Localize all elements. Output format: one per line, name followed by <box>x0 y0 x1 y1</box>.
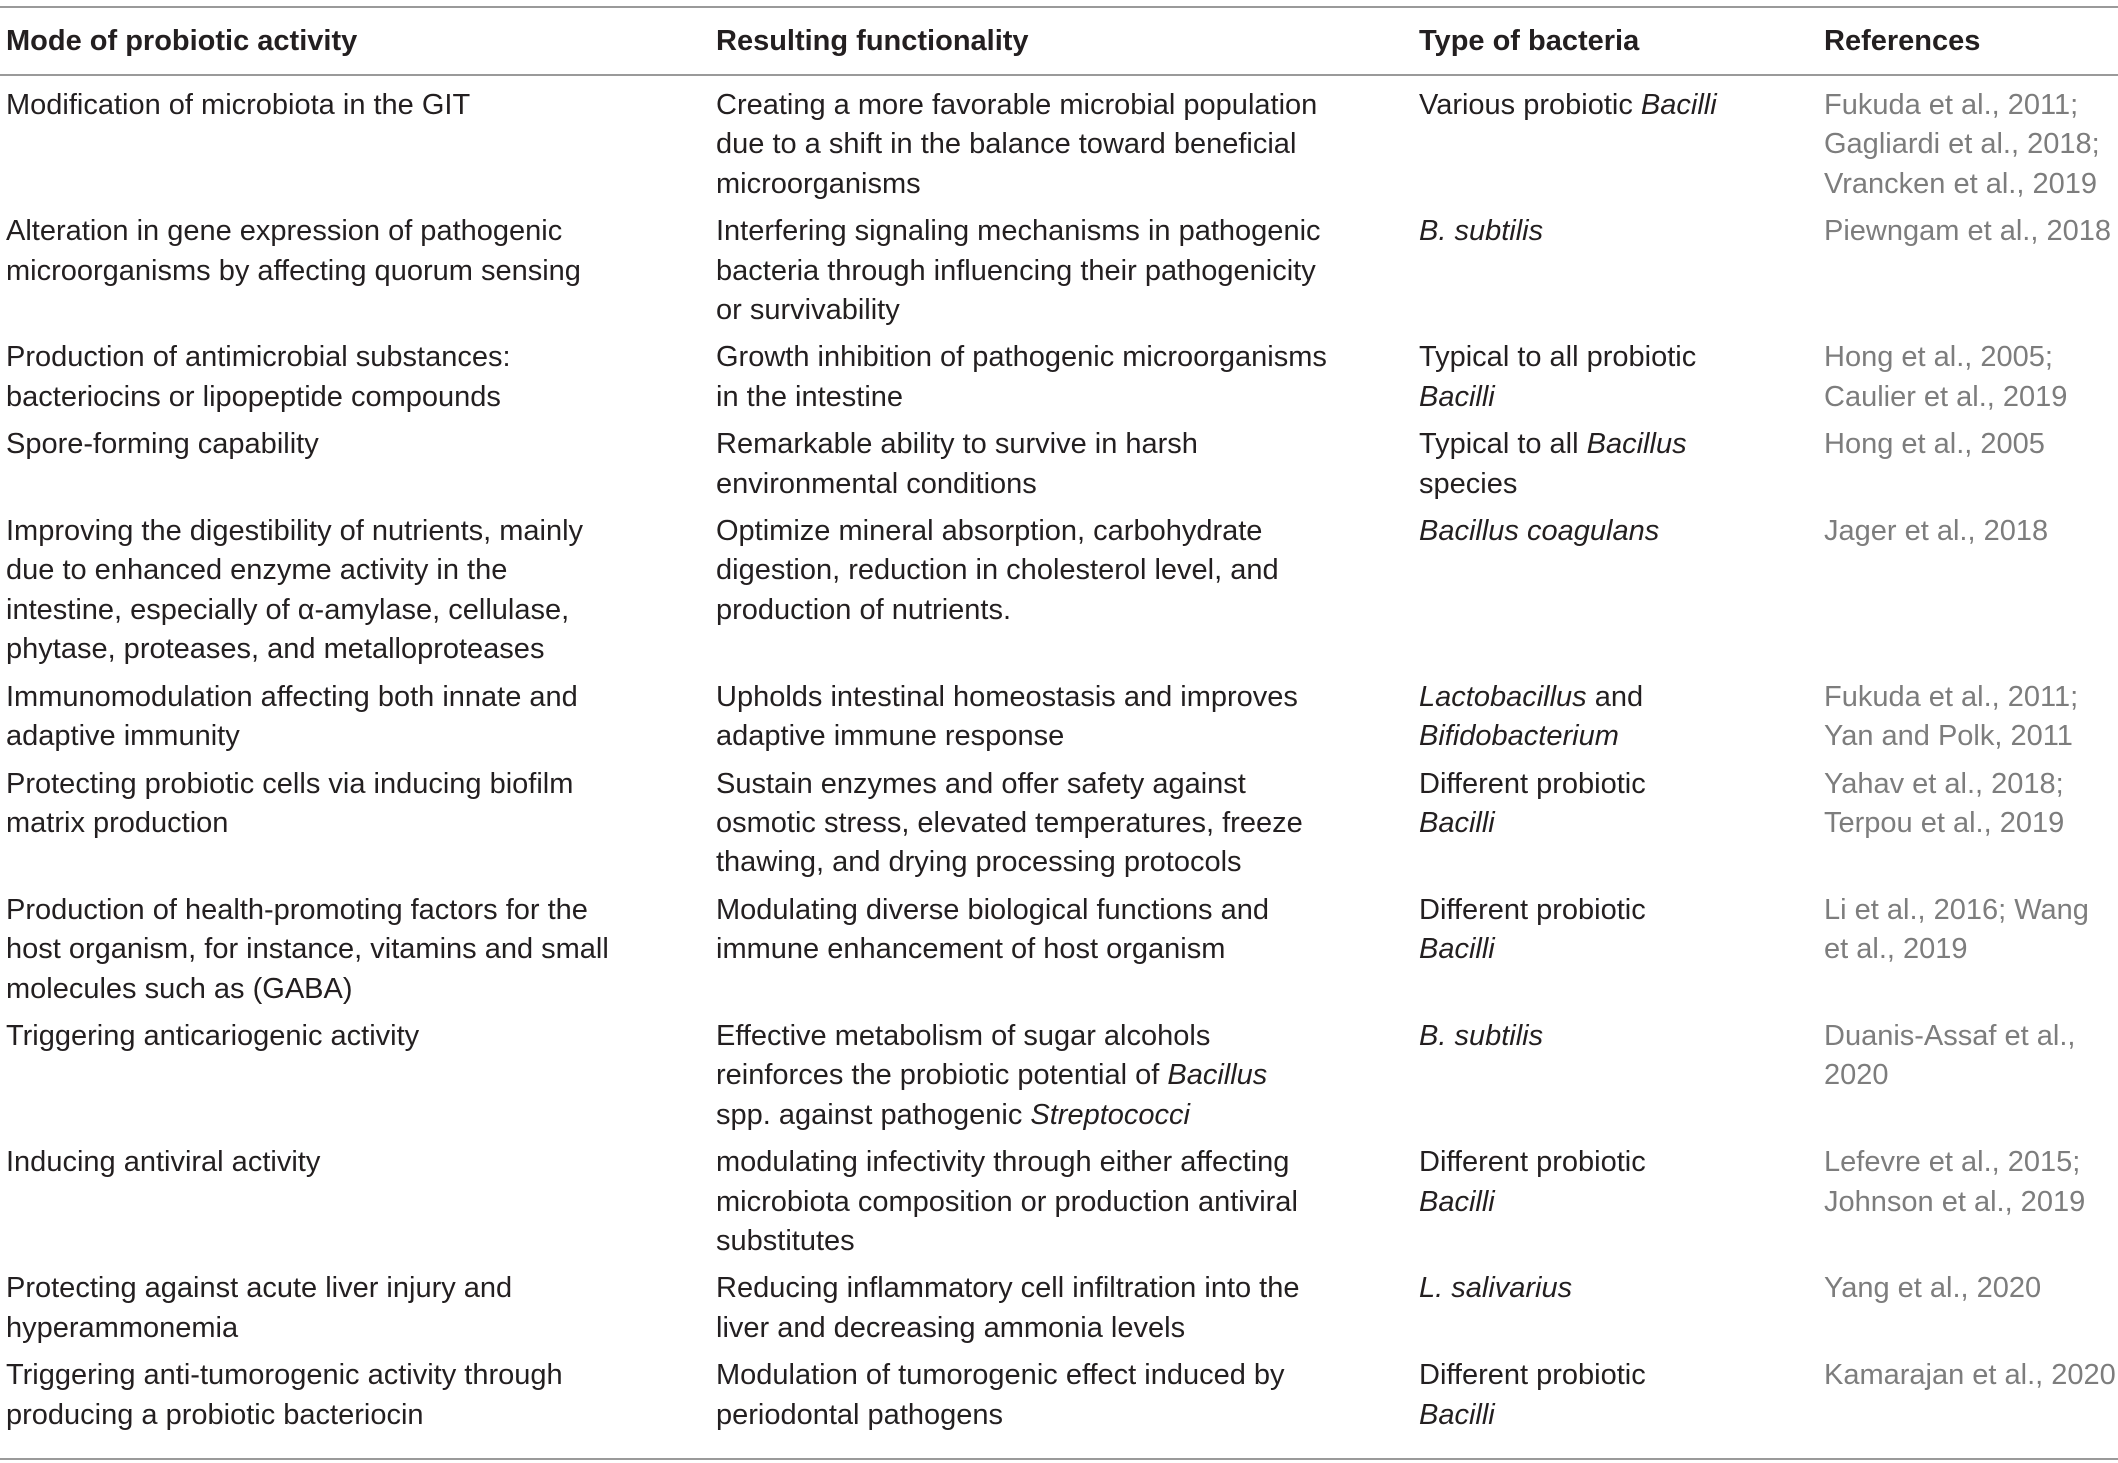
cell-line: immune enhancement of host organism <box>716 933 1226 966</box>
cell-references <box>1818 1017 2118 1143</box>
cell-bacteria <box>1413 765 1818 891</box>
cell-line <box>1419 1356 1818 1395</box>
italic-text: B. subtilis <box>1419 215 1544 248</box>
text-segment: reinforces the probiotic potential of <box>716 1059 1168 1092</box>
cell-line: Inducing antiviral activity <box>6 1146 321 1179</box>
cell-mode <box>0 1356 710 1443</box>
table-row <box>0 1143 2118 1269</box>
cell-line: Yan and Polk, 2011 <box>1824 720 2073 753</box>
cell-mode <box>0 1143 710 1269</box>
italic-text: Bacilli <box>1419 806 1495 839</box>
cell-line: Modification of microbiota in the GIT <box>6 89 471 121</box>
italic-text: Bacillus <box>1586 428 1687 461</box>
cell-line <box>1419 465 1818 504</box>
cell-line: Caulier et al., 2019 <box>1824 380 2068 413</box>
cell-line <box>1419 1143 1818 1182</box>
cell-line: Hong et al., 2005; <box>1824 341 2053 374</box>
cell-function <box>710 74 1413 212</box>
italic-text: Bacillus coagulans <box>1419 515 1660 548</box>
cell-line: Triggering anticariogenic activity <box>6 1019 420 1052</box>
cell-line: due to enhanced enzyme activity in the <box>6 554 508 587</box>
table-row <box>0 74 2118 212</box>
cell-bacteria <box>1413 74 1818 212</box>
cell-function <box>710 338 1413 425</box>
cell-line: in the intestine <box>716 380 904 413</box>
cell-line: liver and decreasing ammonia levels <box>716 1311 1186 1344</box>
cell-function <box>710 1356 1413 1443</box>
cell-line: phytase, proteases, and metalloproteases <box>6 633 545 666</box>
italic-text: Streptococci <box>1030 1098 1190 1131</box>
cell-line <box>1419 765 1818 804</box>
cell-line: Yahav et al., 2018; <box>1824 767 2064 800</box>
table-row <box>0 678 2118 765</box>
cell-mode <box>0 425 710 512</box>
italic-text: Bacilli <box>1419 1185 1495 1218</box>
cell-line: Li et al., 2016; Wang <box>1824 893 2089 926</box>
cell-line: bacteriocins or lipopeptide compounds <box>6 380 501 413</box>
cell-line: digestion, reduction in cholesterol level, and <box>716 554 1279 587</box>
cell-line: Spore-forming capability <box>6 428 319 461</box>
italic-text: Bacilli <box>1640 89 1717 121</box>
cell-line <box>1419 378 1818 417</box>
cell-line: Reducing inflammatory cell infiltration into the <box>716 1272 1300 1305</box>
italic-text: Bacillus <box>1167 1059 1268 1092</box>
cell-line: Protecting probiotic cells via inducing biofilm <box>6 767 574 800</box>
cell-line: producing a probiotic bacteriocin <box>6 1398 424 1431</box>
cell-references <box>1818 1143 2118 1269</box>
cell-mode <box>0 765 710 891</box>
cell-line: Creating a more favorable microbial population <box>716 89 1318 121</box>
table-body <box>0 74 2118 1443</box>
header-mode: Mode of probiotic activity <box>6 24 358 57</box>
probiotic-activity-table <box>0 8 2118 1443</box>
cell-function <box>710 891 1413 1017</box>
cell-function <box>710 1017 1413 1143</box>
cell-bacteria <box>1413 1356 1818 1443</box>
cell-line: thawing, and drying processing protocols <box>716 846 1242 879</box>
text-segment: Different probiotic <box>1419 767 1646 800</box>
cell-mode <box>0 1269 710 1356</box>
italic-text: L. salivarius <box>1419 1272 1573 1305</box>
cell-line: Protecting against acute liver injury and <box>6 1272 513 1305</box>
cell-line: Alteration in gene expression of pathogenic <box>6 215 563 248</box>
cell-line <box>1419 1396 1818 1435</box>
cell-line: hyperammonemia <box>6 1311 239 1344</box>
header-function: Resulting functionality <box>716 24 1029 57</box>
cell-line <box>1419 1017 1818 1056</box>
cell-line <box>1419 930 1818 969</box>
cell-line: molecules such as (GABA) <box>6 972 353 1005</box>
cell-line: Triggering anti-tumorogenic activity through <box>6 1359 563 1392</box>
cell-mode <box>0 74 710 212</box>
cell-line: environmental conditions <box>716 467 1037 500</box>
cell-function <box>710 1269 1413 1356</box>
header-row <box>0 8 2118 74</box>
italic-text: Bacilli <box>1419 380 1495 413</box>
table-row <box>0 1269 2118 1356</box>
cell-line: Fukuda et al., 2011; <box>1824 89 2079 121</box>
text-segment: spp. against pathogenic <box>716 1098 1031 1131</box>
cell-references <box>1818 1269 2118 1356</box>
cell-line <box>1419 212 1818 251</box>
table-row <box>0 212 2118 338</box>
cell-line: Duanis-Assaf et al., <box>1824 1019 2076 1052</box>
table-row <box>0 1356 2118 1443</box>
cell-bacteria <box>1413 1143 1818 1269</box>
cell-references <box>1818 1356 2118 1443</box>
italic-text: Lactobacillus <box>1419 680 1587 713</box>
cell-function <box>710 425 1413 512</box>
cell-line: Sustain enzymes and offer safety against <box>716 767 1246 800</box>
cell-mode <box>0 212 710 338</box>
cell-references <box>1818 512 2118 678</box>
cell-line <box>1419 1183 1818 1222</box>
bottom-rule <box>0 1458 2118 1460</box>
cell-line: Production of antimicrobial substances: <box>6 341 511 374</box>
cell-references <box>1818 74 2118 212</box>
cell-references <box>1818 765 2118 891</box>
cell-bacteria <box>1413 891 1818 1017</box>
cell-line: Kamarajan et al., 2020 <box>1824 1359 2116 1392</box>
cell-mode <box>0 338 710 425</box>
cell-line: Optimize mineral absorption, carbohydrate <box>716 515 1263 548</box>
cell-line <box>1419 717 1818 756</box>
text-segment: Typical to all probiotic <box>1419 341 1697 374</box>
cell-references <box>1818 678 2118 765</box>
cell-line: adaptive immunity <box>6 720 240 753</box>
cell-bacteria <box>1413 212 1818 338</box>
italic-text: Bacilli <box>1419 1398 1495 1431</box>
cell-bacteria <box>1413 338 1818 425</box>
cell-line: Vrancken et al., 2019 <box>1824 167 2097 200</box>
cell-line: Hong et al., 2005 <box>1824 428 2045 461</box>
cell-line <box>716 1017 1413 1056</box>
text-segment: Different probiotic <box>1419 1359 1646 1392</box>
cell-line: Johnson et al., 2019 <box>1824 1185 2086 1218</box>
header-references: References <box>1824 24 1981 57</box>
cell-mode <box>0 512 710 678</box>
table-row <box>0 338 2118 425</box>
cell-line: or survivability <box>716 294 900 327</box>
cell-line <box>1419 338 1818 377</box>
text-segment: Typical to all <box>1419 428 1587 461</box>
cell-line: Production of health-promoting factors for the <box>6 893 588 926</box>
cell-line: Gagliardi et al., 2018; <box>1824 128 2100 161</box>
cell-references <box>1818 891 2118 1017</box>
cell-line: 2020 <box>1824 1059 1889 1092</box>
cell-line: Piewngam et al., 2018 <box>1824 215 2111 248</box>
cell-line <box>1419 891 1818 930</box>
cell-line: Lefevre et al., 2015; <box>1824 1146 2081 1179</box>
cell-line: Improving the digestibility of nutrients, mainly <box>6 515 584 548</box>
text-segment: and <box>1586 680 1644 713</box>
cell-line <box>1419 804 1818 843</box>
cell-references <box>1818 338 2118 425</box>
cell-mode <box>0 678 710 765</box>
cell-line: host organism, for instance, vitamins and small <box>6 933 609 966</box>
cell-references <box>1818 425 2118 512</box>
cell-line: substitutes <box>716 1224 855 1257</box>
cell-line: bacteria through influencing their pathogenicity <box>716 254 1316 287</box>
table-row <box>0 425 2118 512</box>
cell-line <box>716 1056 1413 1095</box>
cell-function <box>710 212 1413 338</box>
cell-line <box>1419 512 1818 551</box>
cell-function <box>710 1143 1413 1269</box>
cell-references <box>1818 212 2118 338</box>
cell-mode <box>0 1017 710 1143</box>
cell-line <box>1419 678 1818 717</box>
text-segment: Effective metabolism of sugar alcohols <box>716 1019 1211 1052</box>
cell-line: et al., 2019 <box>1824 933 1968 966</box>
cell-line: Terpou et al., 2019 <box>1824 806 2065 839</box>
italic-text: Bifidobacterium <box>1419 720 1619 753</box>
cell-function <box>710 765 1413 891</box>
cell-line: Remarkable ability to survive in harsh <box>716 428 1198 461</box>
cell-line: Interfering signaling mechanisms in pathogenic <box>716 215 1321 248</box>
cell-line: Yang et al., 2020 <box>1824 1272 2042 1305</box>
cell-line: periodontal pathogens <box>716 1398 1004 1431</box>
cell-line: adaptive immune response <box>716 720 1065 753</box>
cell-bacteria <box>1413 678 1818 765</box>
text-segment: Different probiotic <box>1419 893 1646 926</box>
cell-line: Fukuda et al., 2011; <box>1824 680 2079 713</box>
cell-line: microbiota composition or production antiviral <box>716 1185 1298 1218</box>
cell-line: intestine, especially of α-amylase, cellulase, <box>6 593 570 626</box>
cell-function <box>710 512 1413 678</box>
cell-line: osmotic stress, elevated temperatures, freeze <box>716 806 1303 839</box>
cell-bacteria <box>1413 1017 1818 1143</box>
text-segment: species <box>1419 467 1518 500</box>
cell-line: production of nutrients. <box>716 593 1012 626</box>
cell-line: Modulation of tumorogenic effect induced by <box>716 1359 1285 1392</box>
cell-mode <box>0 891 710 1017</box>
table-row <box>0 512 2118 678</box>
cell-line: modulating infectivity through either affecting <box>716 1146 1290 1179</box>
cell-line <box>716 1096 1413 1135</box>
table-row <box>0 1017 2118 1143</box>
table-header <box>0 8 2118 74</box>
italic-text: B. subtilis <box>1419 1019 1544 1052</box>
cell-function <box>710 678 1413 765</box>
cell-line: due to a shift in the balance toward beneficial <box>716 128 1297 161</box>
cell-line: Jager et al., 2018 <box>1824 515 2049 548</box>
cell-line: Upholds intestinal homeostasis and improves <box>716 680 1298 713</box>
text-segment: Different probiotic <box>1419 1146 1646 1179</box>
cell-line: Growth inhibition of pathogenic microorganisms <box>716 341 1327 374</box>
text-segment: Various probiotic <box>1419 89 1641 121</box>
cell-line: microorganisms <box>716 167 921 200</box>
cell-bacteria <box>1413 425 1818 512</box>
header-bacteria: Type of bacteria <box>1419 24 1640 57</box>
cell-line <box>1419 86 1818 125</box>
table-row <box>0 765 2118 891</box>
cell-line: matrix production <box>6 806 229 839</box>
cell-line: microorganisms by affecting quorum sensing <box>6 254 581 287</box>
italic-text: Bacilli <box>1419 933 1495 966</box>
cell-bacteria <box>1413 1269 1818 1356</box>
cell-line <box>1419 425 1818 464</box>
table-row <box>0 891 2118 1017</box>
cell-line: Immunomodulation affecting both innate and <box>6 680 578 713</box>
cell-line <box>1419 1269 1818 1308</box>
cell-line: Modulating diverse biological functions and <box>716 893 1269 926</box>
cell-bacteria <box>1413 512 1818 678</box>
